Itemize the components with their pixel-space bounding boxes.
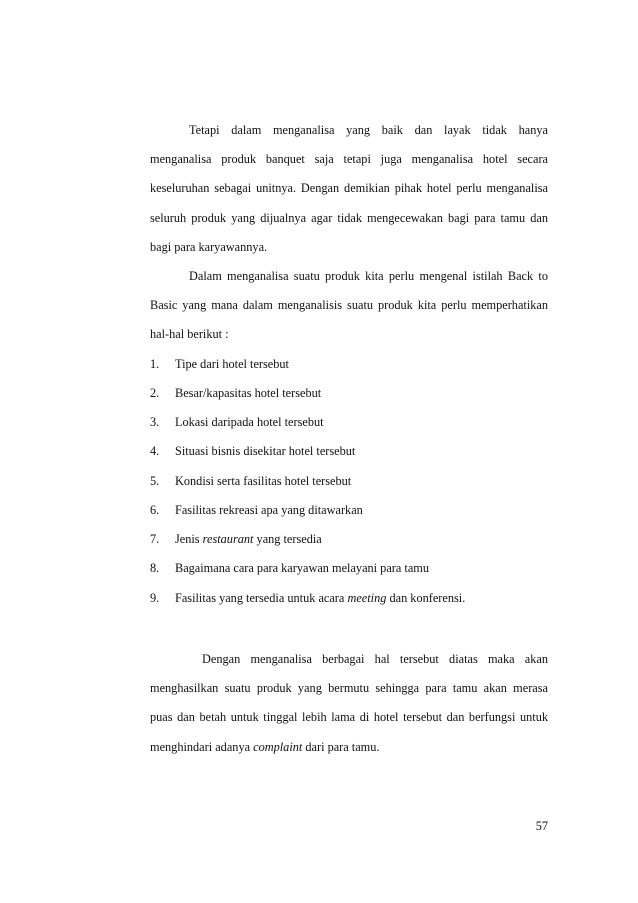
- list-text-after: yang tersedia: [253, 532, 322, 546]
- list-number: 7.: [150, 532, 160, 546]
- list-text-italic: meeting: [347, 591, 387, 605]
- list-item: [150, 502, 363, 518]
- list-item: [150, 443, 355, 459]
- list-text: Situasi bisnis disekitar hotel tersebut: [175, 444, 356, 458]
- list-number: 1.: [150, 357, 160, 371]
- paragraph-3-line-4-after: dari para tamu.: [302, 740, 380, 754]
- paragraph-3-line-4-before: menghindari adanya: [150, 740, 254, 754]
- paragraph-3-line-1: Dengan menganalisa berbagai hal tersebut diatas maka akan: [202, 652, 548, 666]
- list-item: [150, 356, 289, 372]
- list-text: Fasilitas rekreasi apa yang ditawarkan: [175, 503, 363, 517]
- paragraph-3-line-4-italic: complaint: [253, 740, 303, 754]
- list-number: 8.: [150, 561, 160, 575]
- paragraph-2-line-3: hal-hal berikut :: [150, 327, 229, 341]
- paragraph-3-line-3: puas dan betah untuk tinggal lebih lama di hotel tersebut dan berfungsi untuk: [150, 710, 548, 724]
- paragraph-1-line-1: Tetapi dalam menganalisa yang baik dan layak tidak hanya: [189, 123, 548, 137]
- list-text: Lokasi daripada hotel tersebut: [175, 415, 324, 429]
- list-item: [150, 560, 429, 576]
- list-item: [150, 531, 322, 547]
- list-text-after: dan konferensi.: [386, 591, 466, 605]
- list-text: Besar/kapasitas hotel tersebut: [175, 386, 322, 400]
- list-item: [150, 590, 465, 606]
- paragraph-2-line-2: Basic yang mana dalam menganalisis suatu produk kita perlu memperhatikan: [150, 298, 548, 312]
- paragraph-1-line-3: keseluruhan sebagai unitnya. Dengan demikian pihak hotel perlu menganalisa: [150, 181, 548, 195]
- paragraph-3-line-4: [150, 739, 379, 755]
- list-text-italic: restaurant: [202, 532, 254, 546]
- page-number: 57: [535, 819, 548, 833]
- list-number: 4.: [150, 444, 160, 458]
- list-text: Bagaimana cara para karyawan melayani para tamu: [175, 561, 429, 575]
- list-text-before: Jenis: [175, 532, 203, 546]
- list-item: [150, 414, 324, 430]
- list-number: 5.: [150, 474, 160, 488]
- list-number: 6.: [150, 503, 160, 517]
- paragraph-1-line-2: menganalisa produk banquet saja tetapi juga menganalisa hotel secara: [150, 152, 548, 166]
- list-text: Kondisi serta fasilitas hotel tersebut: [175, 474, 352, 488]
- list-text: Tipe dari hotel tersebut: [175, 357, 289, 371]
- list-item: [150, 385, 321, 401]
- paragraph-3-line-2: menghasilkan suatu produk yang bermutu sehingga para tamu akan merasa: [150, 681, 548, 695]
- list-number: 9.: [150, 591, 160, 605]
- list-number: 2.: [150, 386, 160, 400]
- list-number: 3.: [150, 415, 160, 429]
- list-text-before: Fasilitas yang tersedia untuk acara: [175, 591, 348, 605]
- paragraph-2-line-1: Dalam menganalisa suatu produk kita perlu mengenal istilah Back to: [189, 269, 548, 283]
- list-item: [150, 473, 351, 489]
- paragraph-1-line-5: bagi para karyawannya.: [150, 240, 268, 254]
- paragraph-1-line-4: seluruh produk yang dijualnya agar tidak mengecewakan bagi para tamu dan: [150, 211, 548, 225]
